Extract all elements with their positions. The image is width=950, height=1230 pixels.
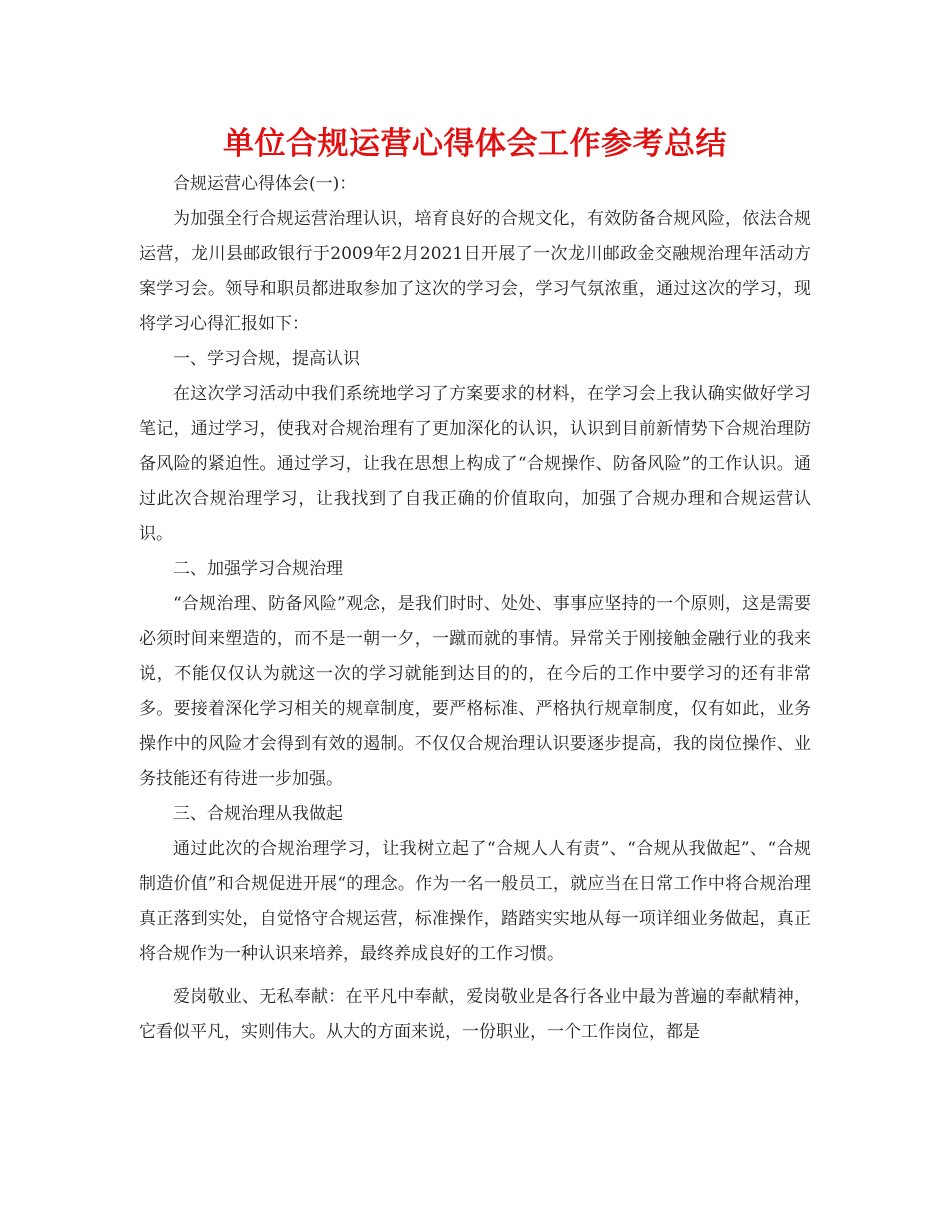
paragraph-dedication: 爱岗敬业、无私奉献：在平凡中奉献，爱岗敬业是各行各业中最为普遍的奉献精神，它看似平凡，实则伟大。从大的方面来说，一份职业，一个工作岗位，都是 <box>139 987 811 1042</box>
paragraph-section-1: 在这次学习活动中我们系统地学习了方案要求的材料，在学习会上我认确实做好学习笔记，通过学习，使我对合规治理有了更加深化的认识，认识到目前新情势下合规治理防备风险的紧迫性。通过学习，让我在思想上构成了“合规操作、防备风险”的工作认识。通过此次合规治理学习，让我找到了自我正确的价值取向，加强了合规办理和合规运营认识。 <box>139 384 811 544</box>
document-body <box>139 167 811 1050</box>
paragraph-intro: 为加强全行合规运营治理认识，培育良好的合规文化，有效防备合规风险，依法合规运营，龙川县邮政银行于2009年2月2021日开展了一次龙川邮政金交融规治理年活动方案学习会。领导和职员都进取参加了这次的学习会，学习气氛浓重，通过这次的学习，现将学习心得汇报如下： <box>139 209 811 334</box>
paragraph-section-3: 通过此次的合规治理学习，让我树立起了“合规人人有责”、“合规从我做起”、“合规制造价值”和合规促进开展“的理念。作为一名一般员工，就应当在日常工作中将合规治理真正落到实处，自觉恪守合规运营，标准操作，踏踏实实地从每一项详细业务做起，真正将合规作为一种认识来培养，最终养成良好的工作习惯。 <box>139 839 811 964</box>
document-title: 单位合规运营心得体会工作参考总结 <box>223 126 727 162</box>
section-heading-1: 一、学习合规，提高认识 <box>173 349 360 369</box>
section-heading-2: 二、加强学习合规治理 <box>173 559 343 579</box>
section-heading-3: 三、合规治理从我做起 <box>173 804 343 824</box>
paragraph-section-2: “合规治理、防备风险”观念，是我们时时、处处、事事应坚持的一个原则，这是需要必须时间来塑造的，而不是一朝一夕，一蹴而就的事情。异常关于刚接触金融行业的我来说，不能仅仅认为就这一次的学习就能到达目的的，在今后的工作中要学习的还有非常多。要接着深化学习相关的规章制度，要严格标准、严格执行规章制度，仅有如此，业务操作中的风险才会得到有效的遏制。不仅仅合规治理认识要逐步提高，我的岗位操作、业务技能还有待进一步加强。 <box>139 594 811 789</box>
paragraph-subtitle: 合规运营心得体会(一)： <box>173 174 357 194</box>
